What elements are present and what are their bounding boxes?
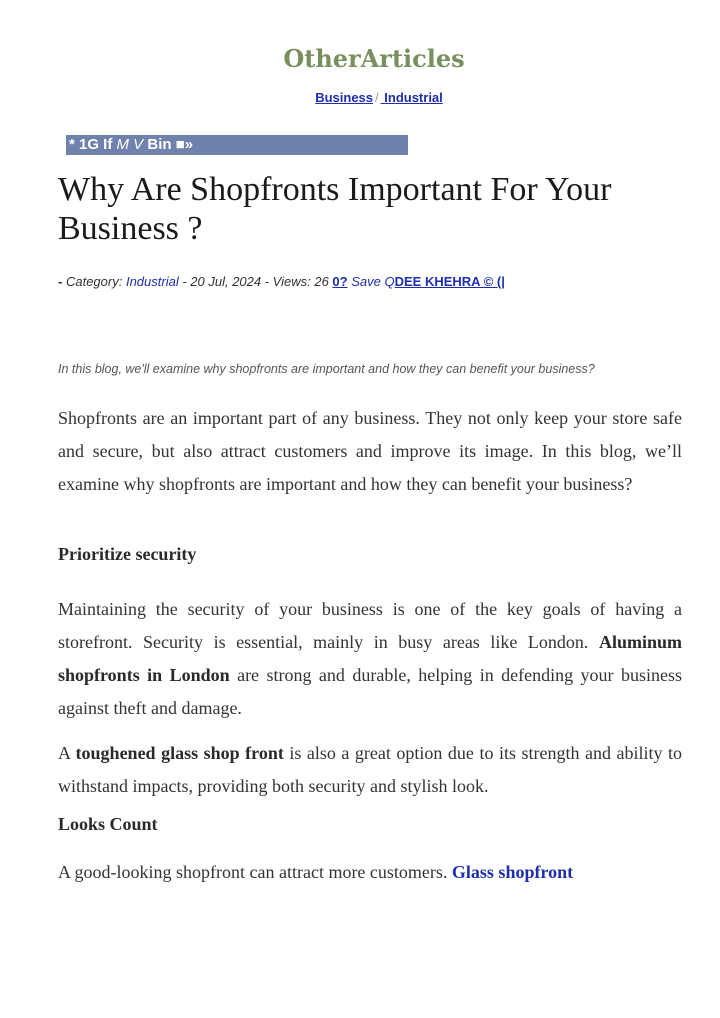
paragraph-2	[58, 593, 682, 725]
breadcrumb-industrial-link[interactable]	[381, 90, 443, 105]
p2-text-c: are strong and durable, helping in defending your business against theft and damage.	[58, 665, 683, 718]
article-title: Why Are Shopfronts Important For Your Business ?	[58, 171, 612, 247]
banner-text-2: M V	[116, 136, 144, 153]
date-views: - 20 Jul, 2024 - Views: 26	[182, 274, 329, 289]
q-link[interactable]: Q	[384, 274, 395, 289]
article-intro: In this blog, we'll examine why shopfronts are important and how they can benefit your business?	[58, 362, 595, 376]
author-link[interactable]: DEE KHEHRA © (|	[394, 274, 505, 289]
p3-text-c: is also a great option due to its strength and ability to withstand impacts, providing both security and stylish look.	[58, 743, 683, 796]
p3-bold: toughened glass shop front	[75, 743, 284, 763]
breadcrumb-separator: /	[375, 90, 379, 105]
glass-shopfront-link-label: Glass shopfront	[451, 862, 574, 882]
p3-text-a: A	[58, 743, 71, 763]
paragraph-4	[58, 856, 682, 889]
glass-shopfront-link[interactable]	[447, 862, 573, 882]
meta-dash: -	[58, 274, 63, 289]
banner-text-3: Bin ■»	[143, 136, 194, 153]
paragraph-3	[58, 737, 682, 803]
p2-text-a: Maintaining the security of your business is one of the key goals of having a storefront. Security is essential, mainly in busy areas like London.	[58, 599, 682, 652]
toolbar-banner	[66, 135, 408, 155]
p2-bold: Aluminum shopfronts in London	[58, 632, 683, 685]
save-link[interactable]: Save	[351, 274, 381, 289]
breadcrumb-business-link[interactable]: Business	[315, 90, 374, 105]
category-link-label: Industrial	[125, 274, 179, 289]
breadcrumb	[0, 90, 720, 105]
category-label: Category:	[65, 274, 123, 289]
paragraph-1: Shopfronts are an important part of any business. They not only keep your store safe and secure, but also attract customers and improve its image. In this blog, we’ll examine why shopfronts are important and how they can benefit your business?	[58, 408, 682, 494]
heading-looks-count: Looks Count	[58, 814, 158, 834]
banner-text-1: * 1G If	[69, 136, 117, 153]
count-link[interactable]: 0?	[332, 274, 348, 289]
category-link[interactable]	[126, 274, 182, 289]
p4-text-a: A good-looking shopfront can attract more customers.	[58, 862, 448, 882]
site-name[interactable]: OtherArticles	[283, 44, 465, 73]
heading-prioritize-security: Prioritize security	[58, 544, 197, 564]
article-meta	[58, 274, 718, 289]
breadcrumb-industrial-label: Industrial	[384, 90, 443, 105]
